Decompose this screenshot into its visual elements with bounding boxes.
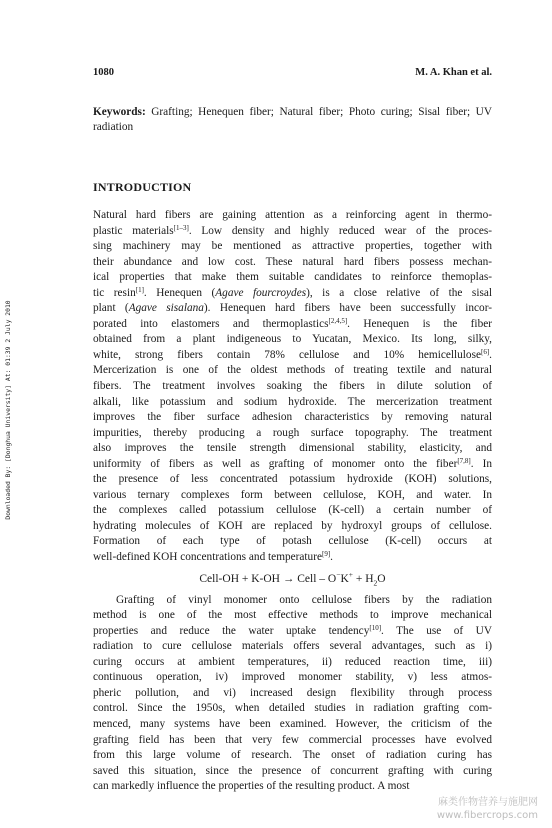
text-line xyxy=(93,733,492,749)
text-line xyxy=(93,472,492,488)
text-line xyxy=(93,301,492,317)
text-line xyxy=(93,550,492,566)
text-line xyxy=(93,363,492,379)
text-run: curing occurs at ambient temperatures, ii) reduced reaction time, iii) xyxy=(93,655,492,668)
text-line xyxy=(93,426,492,442)
text-run: pheric pollution, and vi) increased design flexibility through process xyxy=(93,686,492,699)
text-line xyxy=(93,488,492,504)
watermark xyxy=(437,796,538,822)
text-line xyxy=(93,395,492,411)
text-run: sing machinery may be mentioned as attractive properties, together with xyxy=(93,240,492,253)
text-run: method is one of the most effective methods to improve mechanical xyxy=(93,609,492,622)
text-run: fibers. The treatment involves soaking the fibers in dilute solution of xyxy=(93,380,492,393)
text-line xyxy=(93,655,492,671)
text-line xyxy=(93,670,492,686)
text-run: control. Since the 1950s, when detailed studies in radiation grafting com- xyxy=(93,702,492,715)
italic-text: Agave fourcroydes xyxy=(215,286,307,299)
text-run: menced, many systems have been examined. However, the criticism of the xyxy=(93,717,492,730)
subscript: 2 xyxy=(373,577,378,587)
watermark-line: www.fibercrops.com xyxy=(436,810,538,821)
superscript: − xyxy=(336,569,341,579)
text-line xyxy=(93,457,492,473)
text-run: impurities, thereby producing a rough surface topography. The treatment xyxy=(93,426,492,439)
text-run: ). Henequen hard fibers have been successfully incor- xyxy=(203,302,492,315)
section-heading: INTRODUCTION xyxy=(93,180,192,194)
running-header xyxy=(93,67,492,81)
text-run: improves the fiber surface adhesion characteristics by removing natural xyxy=(93,411,492,424)
keywords xyxy=(93,105,492,135)
watermark-line: 麻类作物营养与施肥网 xyxy=(438,797,538,808)
text-line xyxy=(93,748,492,764)
text-line xyxy=(93,503,492,519)
text-line xyxy=(93,317,492,333)
text-run: . Low density and highly reduced wear of the proces- xyxy=(188,224,493,237)
text-line xyxy=(93,379,492,395)
text-line xyxy=(93,534,492,550)
text-run: Formation of each type of potash cellulose (K-cell) occurs at xyxy=(93,535,492,548)
text-run: white, strong fibers contain 78% cellulose and 10% hemicellulose xyxy=(93,348,481,361)
text-line xyxy=(93,519,492,535)
text-line xyxy=(93,410,492,426)
text-run: their abundance and low cost. These natural hard fibers possess mechan- xyxy=(93,255,492,268)
equation xyxy=(93,566,492,593)
text-line xyxy=(93,764,492,780)
text-line xyxy=(93,224,492,240)
download-notice xyxy=(3,265,13,555)
text-line xyxy=(93,255,492,271)
text-line xyxy=(93,593,492,609)
text-line xyxy=(93,779,492,795)
text-run: saved this situation, since the presence of concurrent grafting with curing xyxy=(93,764,492,777)
text-line xyxy=(93,701,492,717)
text-line xyxy=(93,624,492,640)
text-run: properties and reduce the water uptake tendency xyxy=(93,624,370,637)
text-run: plant ( xyxy=(93,302,129,315)
text-run: obtained from a plant indigeneous to Yucatan, Mexico. Its long, silky, xyxy=(93,333,492,346)
text-run: Mercerization is one of the oldest methods of treating textile and natural xyxy=(93,364,492,377)
text-line xyxy=(93,608,492,624)
superscript: [9] xyxy=(321,550,331,559)
text-line xyxy=(93,686,492,702)
keywords-label: Keywords: xyxy=(93,106,146,118)
superscript: [1–3] xyxy=(173,223,189,232)
text-run: O xyxy=(377,572,386,585)
body-text xyxy=(93,208,492,795)
text-run: . Henequen is the fiber xyxy=(347,317,492,330)
text-run: also improves the tensile strength dimensional stability, elasticity, and xyxy=(93,442,492,455)
text-line xyxy=(93,286,492,302)
text-run: . The use of UV xyxy=(381,624,492,637)
paragraph xyxy=(93,208,492,566)
paragraph xyxy=(93,593,492,795)
text-run: K xyxy=(340,572,349,585)
text-run: Natural hard fibers are gaining attention as a reinforcing agent in thermo- xyxy=(93,209,492,221)
text-run: ical properties that make them suitable candidates to reinforce themoplas- xyxy=(93,271,492,284)
text-line xyxy=(93,239,492,255)
page-number: 1080 xyxy=(93,67,114,78)
superscript: [2,4,5] xyxy=(328,316,348,325)
text-run: the presence of less concentrated potassium hydroxide (KOH) solutions, xyxy=(93,473,492,486)
text-line xyxy=(93,441,492,457)
superscript: + xyxy=(348,569,353,579)
text-line xyxy=(93,332,492,348)
superscript: [6] xyxy=(481,347,490,356)
running-author: M. A. Khan et al. xyxy=(415,67,492,78)
download-notice-text: Downloaded By: [Donghua University] At: 01:39 2 July 2010 xyxy=(4,300,12,520)
text-run: . Henequen ( xyxy=(143,286,216,299)
text-run: alkali, like potassium and sodium hydroxide. The mercerization treatment xyxy=(93,395,492,408)
superscript: [7,8] xyxy=(457,456,471,465)
text-run: Grafting of vinyl monomer onto cellulose fibers by the radiation xyxy=(116,593,492,606)
text-run: tic resin xyxy=(93,286,136,299)
text-run: uniformity of fibers as well as grafting of monomer onto the fiber xyxy=(93,457,458,470)
text-run: radiation to cure cellulose materials offers several advantages, such as i) xyxy=(93,640,492,653)
text-run: plastic materials xyxy=(93,224,174,237)
text-run: the complexes called potassium cellulose (K-cell) a certain number of xyxy=(93,504,492,517)
text-run: ), is a close relative of the sisal xyxy=(306,286,493,299)
text-run: + H xyxy=(352,572,374,585)
text-run: well-defined KOH concentrations and temperature xyxy=(93,551,322,564)
text-line xyxy=(93,639,492,655)
text-run: . In xyxy=(470,457,492,470)
superscript: [10] xyxy=(369,623,382,632)
text-run: from this large volume of research. The onset of radiation curing has xyxy=(93,749,492,762)
text-line xyxy=(93,348,492,364)
superscript: [1] xyxy=(135,285,144,294)
text-run: . xyxy=(330,551,333,564)
keywords-text: Grafting; Henequen fiber; Natural fiber; Photo curing; Sisal fiber; UV radiation xyxy=(93,106,492,133)
italic-text: Agave sisalana xyxy=(128,302,204,315)
text-line xyxy=(93,208,492,224)
text-run: Cell-OH + K-OH → Cell – O xyxy=(199,572,337,585)
text-line xyxy=(93,717,492,733)
text-run: hydrating molecules of KOH are replaced by hydroxyl groups of cellulose. xyxy=(93,519,492,532)
text-run: continuous operation, iv) improved monomer stability, v) less atmos- xyxy=(93,671,492,684)
text-run: . xyxy=(489,348,492,361)
text-run: porated into elastomers and thermoplastics xyxy=(93,317,329,330)
text-run: various ternary complexes form between cellulose, KOH, and water. In xyxy=(93,488,492,501)
text-line xyxy=(93,270,492,286)
text-run: grafting field has been that very few commercial processes have evolved xyxy=(93,733,492,746)
text-run: can markedly influence the properties of the resulting product. A most xyxy=(93,780,410,793)
